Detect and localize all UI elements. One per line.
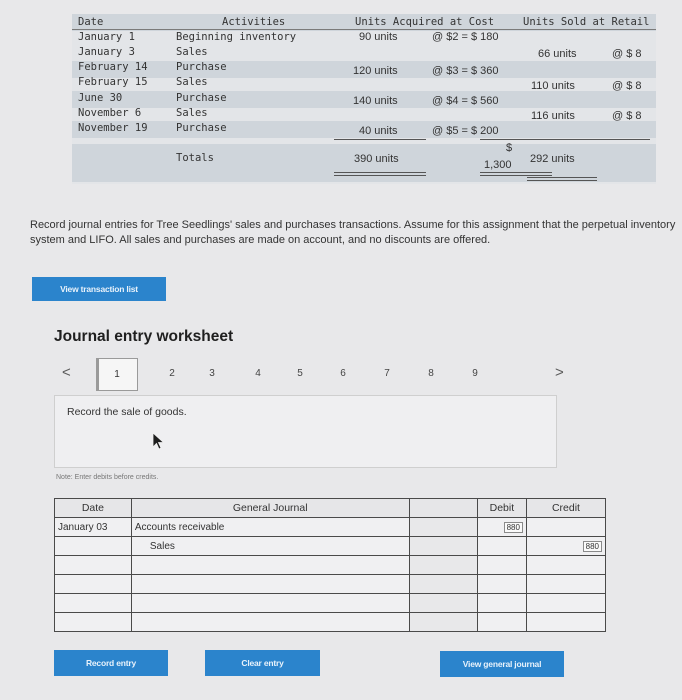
table-row <box>55 575 606 594</box>
row-sold-price: @ $ 8 <box>612 80 642 92</box>
totals-acq-units: 390 units <box>354 153 399 165</box>
worksheet-title: Journal entry worksheet <box>54 328 234 345</box>
row-activity: Sales <box>176 76 208 88</box>
col-header-general-journal: General Journal <box>131 499 409 518</box>
prev-step-arrow-icon[interactable]: < <box>62 364 71 381</box>
debit-cell[interactable] <box>477 575 526 594</box>
row-date: January 1 <box>78 31 135 43</box>
row-date: February 15 <box>78 76 148 88</box>
header-date: Date <box>78 16 104 28</box>
step-tab-4[interactable]: 4 <box>255 368 261 379</box>
credit-cell[interactable] <box>526 537 605 556</box>
step-tab-7[interactable]: 7 <box>384 368 390 379</box>
step-instruction-box <box>54 395 557 468</box>
account-cell[interactable] <box>131 613 409 632</box>
journal-header-row <box>55 499 606 518</box>
col-header-date: Date <box>55 499 132 518</box>
row-activity: Purchase <box>176 122 227 134</box>
row-sold-price: @ $ 8 <box>612 110 642 122</box>
account-cell[interactable] <box>131 594 409 613</box>
row-activity: Beginning inventory <box>176 31 297 43</box>
view-transaction-list-button[interactable]: View transaction list <box>32 277 166 301</box>
row-date: November 19 <box>78 122 148 134</box>
debit-cell[interactable] <box>477 556 526 575</box>
credit-cell[interactable] <box>526 575 605 594</box>
row-acq-cost: @ $2 = $ 180 <box>432 31 499 43</box>
row-sold-price: @ $ 8 <box>612 48 642 60</box>
table-row <box>55 537 606 556</box>
totals-acq-cost: 1,300 <box>484 159 512 171</box>
date-cell[interactable] <box>55 537 132 556</box>
header-units-sold: Units Sold at Retail <box>523 16 650 28</box>
row-date: February 14 <box>78 61 148 73</box>
step-tab-9[interactable]: 9 <box>472 368 478 379</box>
row-acq-units: 120 units <box>353 65 398 77</box>
inventory-table <box>72 14 656 184</box>
totals-sold-units: 292 units <box>530 153 575 165</box>
header-units-acquired: Units Acquired at Cost <box>355 16 495 28</box>
row-acq-cost: @ $3 = $ 360 <box>432 65 499 77</box>
row-activity: Sales <box>176 107 208 119</box>
debit-cell[interactable] <box>477 537 526 556</box>
debits-note: Note: Enter debits before credits. <box>56 474 159 481</box>
credit-cell[interactable] <box>526 594 605 613</box>
credit-cell[interactable] <box>526 613 605 632</box>
row-acq-units: 40 units <box>359 125 398 137</box>
date-cell[interactable] <box>55 613 132 632</box>
totals-dollar-sign: $ <box>506 142 513 154</box>
view-general-journal-button[interactable]: View general journal <box>440 651 564 677</box>
date-cell[interactable]: January 03 <box>55 518 132 537</box>
row-date: June 30 <box>78 92 123 104</box>
journal-table <box>54 498 606 632</box>
header-activities: Activities <box>222 16 286 28</box>
debit-input[interactable]: 880 <box>504 522 523 533</box>
mouse-cursor-icon <box>152 432 166 450</box>
step-tab-3[interactable]: 3 <box>209 368 215 379</box>
step-tab-2[interactable]: 2 <box>169 368 175 379</box>
step-tab-8[interactable]: 8 <box>428 368 434 379</box>
row-acq-units: 90 units <box>359 31 398 43</box>
row-acq-cost: @ $5 = $ 200 <box>432 125 499 137</box>
debit-cell[interactable] <box>477 613 526 632</box>
account-cell[interactable] <box>131 556 409 575</box>
row-activity: Purchase <box>176 61 227 73</box>
col-header-credit: Credit <box>526 499 605 518</box>
record-entry-button[interactable]: Record entry <box>54 650 168 676</box>
date-cell[interactable] <box>55 594 132 613</box>
credit-cell[interactable] <box>526 556 605 575</box>
row-acq-units: 140 units <box>353 95 398 107</box>
debit-cell[interactable] <box>477 518 526 537</box>
table-row <box>55 594 606 613</box>
row-date: January 3 <box>78 46 135 58</box>
next-step-arrow-icon[interactable]: > <box>555 364 564 381</box>
table-row <box>55 613 606 632</box>
credit-cell[interactable] <box>526 518 605 537</box>
row-acq-cost: @ $4 = $ 560 <box>432 95 499 107</box>
row-activity: Sales <box>176 46 208 58</box>
date-cell[interactable] <box>55 556 132 575</box>
row-date: November 6 <box>78 107 142 119</box>
totals-label: Totals <box>176 152 214 164</box>
col-header-debit: Debit <box>477 499 526 518</box>
debit-cell[interactable] <box>477 594 526 613</box>
account-cell[interactable]: Accounts receivable <box>131 518 409 537</box>
step-tab-1[interactable]: 1 <box>96 358 138 391</box>
row-sold-units: 116 units <box>531 110 575 122</box>
step-tab-6[interactable]: 6 <box>340 368 346 379</box>
credit-input[interactable]: 880 <box>583 541 602 552</box>
table-row <box>55 518 606 537</box>
row-activity: Purchase <box>176 92 227 104</box>
table-row <box>55 556 606 575</box>
step-instruction: Record the sale of goods. <box>67 406 187 418</box>
row-sold-units: 66 units <box>538 48 577 60</box>
account-cell[interactable] <box>131 575 409 594</box>
account-cell[interactable]: Sales <box>131 537 409 556</box>
assignment-instructions: Record journal entries for Tree Seedlings' sales and purchases transactions. Assume for this assignment that the perpetual inventory system and LIFO. All sales and purchases are made on account, and no discounts are offered. <box>30 219 676 246</box>
date-cell[interactable] <box>55 575 132 594</box>
step-tab-5[interactable]: 5 <box>297 368 303 379</box>
row-sold-units: 110 units <box>531 80 575 92</box>
clear-entry-button[interactable]: Clear entry <box>205 650 320 676</box>
